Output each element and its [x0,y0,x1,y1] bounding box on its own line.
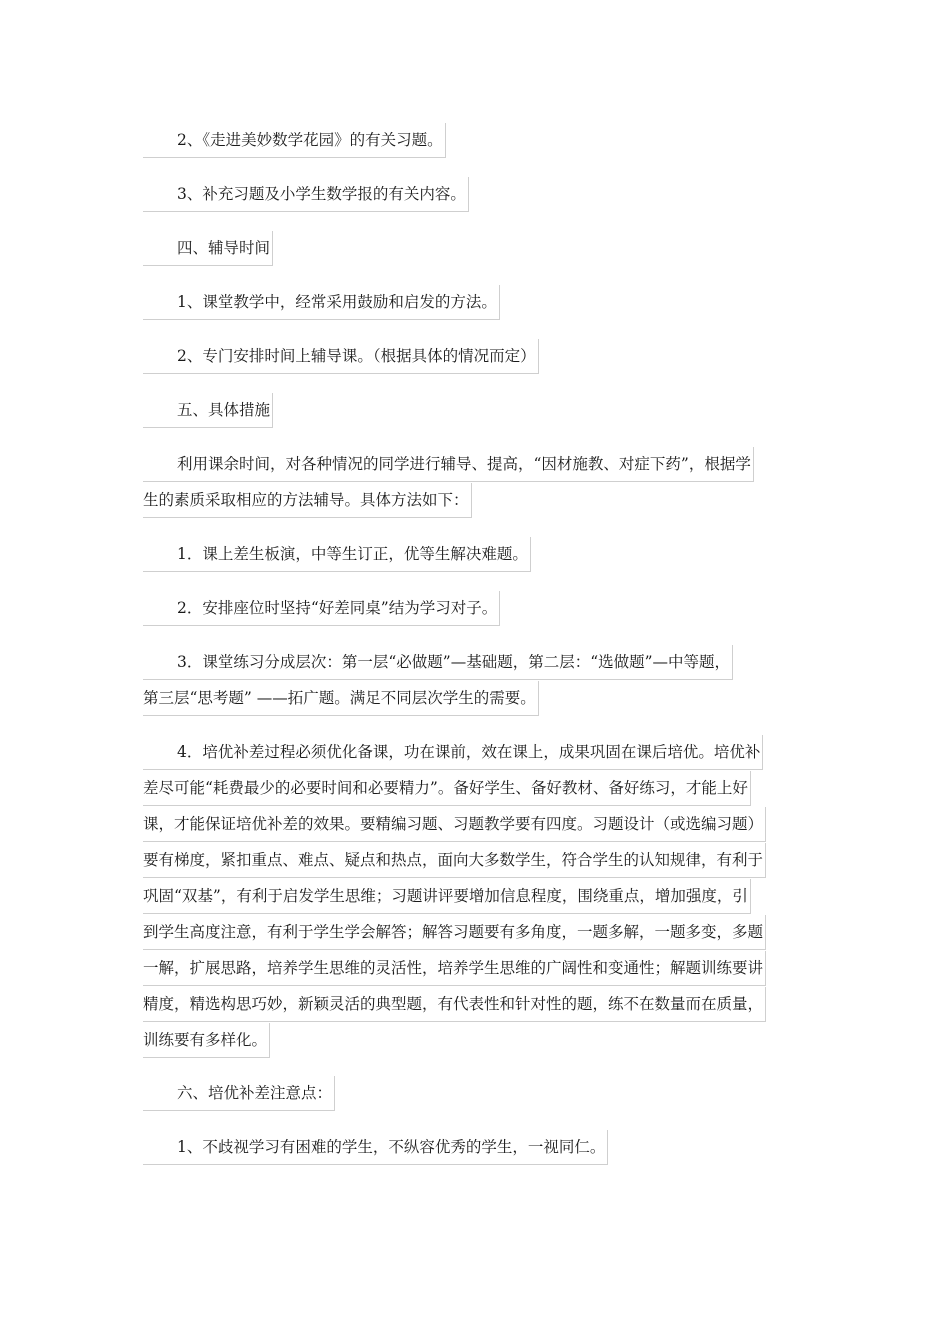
text-line: 第三层“思考题” ——拓广题。满足不同层次学生的需要。 [143,680,733,716]
paragraph [143,284,500,320]
text-line: 精度，精选构思巧妙，新颖灵活的典型题，有代表性和针对性的题，练不在数量而在质量， [143,986,766,1022]
paragraph [143,122,446,158]
paragraph [143,176,469,212]
section-heading [143,392,273,428]
text-line: 到学生高度注意，有利于学生学会解答；解答习题要有多角度，一题多解，一题多变，多题 [143,914,766,950]
text-line: 1．课上差生板演，中等生订正，优等生解决难题。 [143,536,531,572]
text-line: 要有梯度，紧扣重点、难点、疑点和热点，面向大多数学生，符合学生的认知规律，有利于 [143,842,766,878]
text-line: 3．课堂练习分成层次：第一层“必做题”—基础题，第二层：“选做题”—中等题， [143,644,733,680]
paragraph [143,734,766,1058]
paragraph [143,536,531,572]
text-line: 六、培优补差注意点： [143,1075,335,1111]
paragraph [143,446,754,518]
text-line: 五、具体措施 [143,392,273,428]
text-line: 课，才能保证培优补差的效果。要精编习题、习题教学要有四度。习题设计（或选编习题） [143,806,766,842]
text-line: 训练要有多样化。 [143,1022,766,1058]
text-line: 差尽可能“耗费最少的必要时间和必要精力”。备好学生、备好教材、备好练习，才能上好 [143,770,766,806]
text-line: 生的素质采取相应的方法辅导。具体方法如下： [143,482,754,518]
section-heading [143,230,273,266]
text-line: 2、专门安排时间上辅导课。（根据具体的情况而定） [143,338,539,374]
text-line: 2、《走进美妙数学花园》的有关习题。 [143,122,446,158]
text-line: 一解，扩展思路，培养学生思维的灵活性，培养学生思维的广阔性和变通性；解题训练要讲 [143,950,766,986]
text-line: 利用课余时间，对各种情况的同学进行辅导、提高，“因材施教、对症下药”，根据学 [143,446,754,482]
paragraph [143,338,539,374]
text-line: 4．培优补差过程必须优化备课，功在课前，效在课上，成果巩固在课后培优。培优补 [143,734,766,770]
section-heading [143,1075,335,1111]
paragraph [143,1129,608,1165]
text-line: 2．安排座位时坚持“好差同桌”结为学习对子。 [143,590,500,626]
text-line: 3、补充习题及小学生数学报的有关内容。 [143,176,469,212]
paragraph [143,644,733,716]
text-line: 巩固“双基”，有利于启发学生思维；习题讲评要增加信息程度，围绕重点，增加强度，引 [143,878,766,914]
paragraph [143,590,500,626]
text-line: 1、课堂教学中，经常采用鼓励和启发的方法。 [143,284,500,320]
text-line: 1、不歧视学习有困难的学生，不纵容优秀的学生，一视同仁。 [143,1129,608,1165]
text-line: 四、辅导时间 [143,230,273,266]
